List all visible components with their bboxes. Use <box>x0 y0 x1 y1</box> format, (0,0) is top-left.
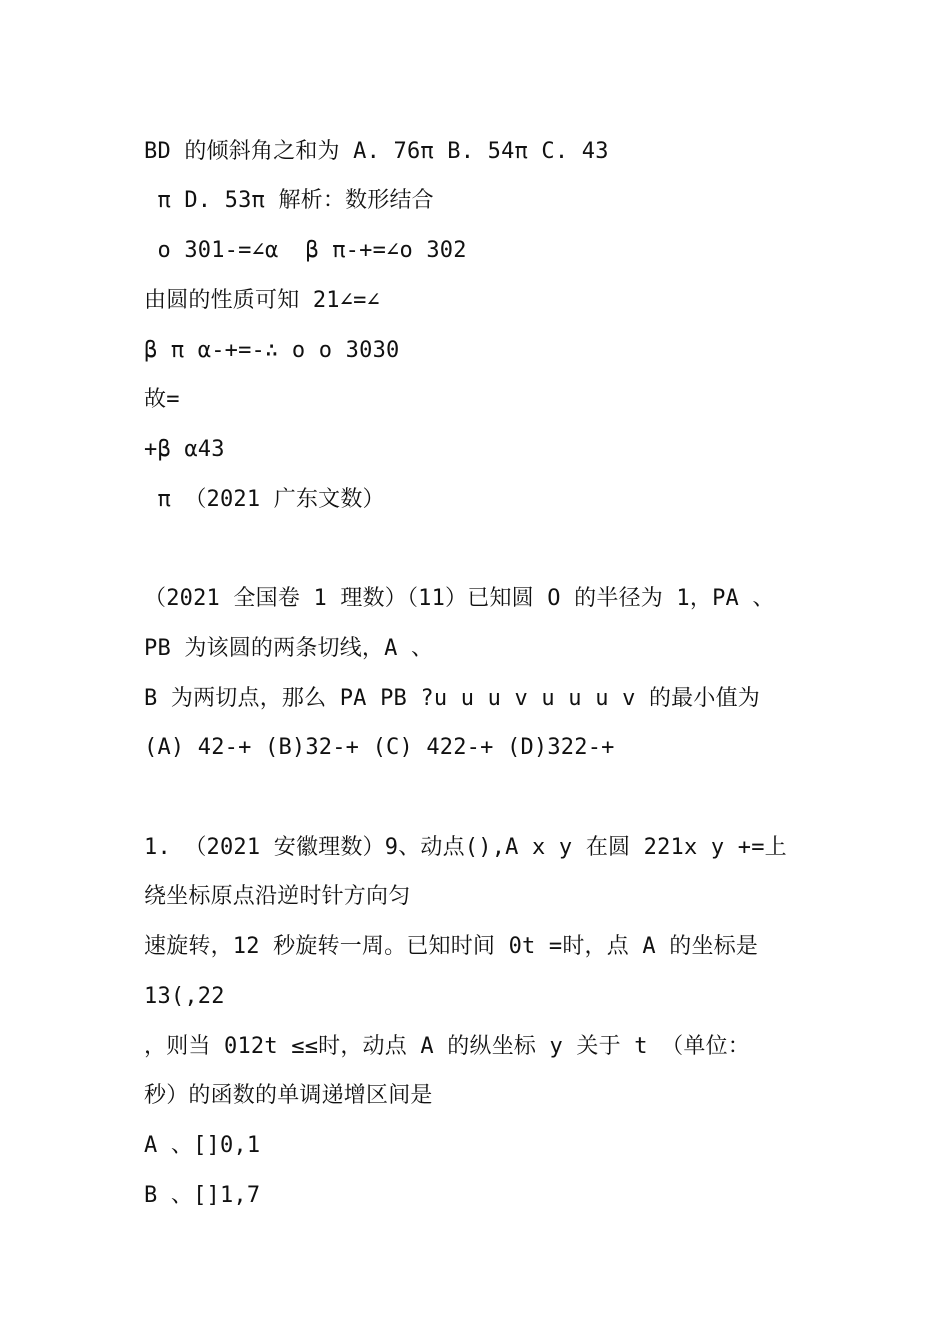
text-line: 速旋转，12 秒旋转一周。已知时间 0t =时，点 A 的坐标是 <box>144 934 759 959</box>
text-line: ，则当 012t ≤≤时，动点 A 的纵坐标 y 关于 t （单位： <box>144 1034 750 1059</box>
text-line: β π α-+=-∴ o o 3030 <box>144 338 400 363</box>
text-line: BD 的倾斜角之和为 A. 76π B. 54π C. 43 <box>144 139 609 164</box>
text-line: 1. （2021 安徽理数）9、动点(),A x y 在圆 221x y +=上 <box>144 835 787 860</box>
text-line: 由圆的性质可知 21∠=∠ <box>144 288 381 313</box>
text-line: B 为两切点，那么 PA PB ?u u u v u u u v 的最小值为 <box>144 686 760 711</box>
text-line: (A) 42-+ (B)32-+ (C) 422-+ (D)322-+ <box>144 735 615 760</box>
text-line: B 、[]1,7 <box>144 1183 261 1208</box>
text-line: PB 为该圆的两条切线，A 、 <box>144 636 434 661</box>
text-line: 故= <box>144 387 180 412</box>
text-line: 13(,22 <box>144 984 225 1009</box>
text-line: A 、[]0,1 <box>144 1133 261 1158</box>
text-line: +β α43 <box>144 437 225 462</box>
text-line: 绕坐标原点沿逆时针方向匀 <box>144 884 411 909</box>
text-line: o 301-=∠α β π-+=∠o 302 <box>144 238 467 263</box>
text-line: （2021 全国卷 1 理数）（11）已知圆 O 的半径为 1，PA 、 <box>144 586 775 611</box>
text-line: 秒）的函数的单调递增区间是 <box>144 1083 433 1108</box>
text-line: π D. 53π 解析：数形结合 <box>144 188 434 213</box>
text-line: π （2021 广东文数） <box>144 487 385 512</box>
